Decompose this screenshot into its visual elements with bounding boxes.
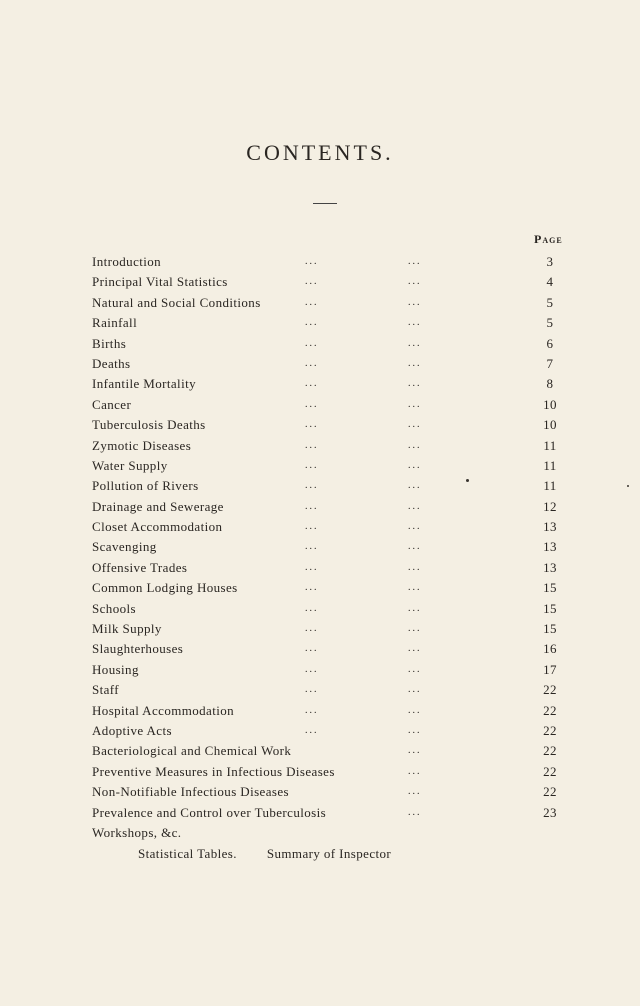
toc-entry-page: 22	[543, 722, 557, 738]
leader-dots: ...	[305, 378, 319, 390]
leader-dots: ...	[305, 521, 319, 533]
leader-dots: ...	[305, 459, 319, 471]
leader-dots: ...	[305, 561, 319, 573]
leader-dots: ...	[408, 296, 422, 308]
toc-entry-label: Schools	[92, 600, 136, 616]
toc-row	[92, 741, 592, 761]
leader-dots: ...	[408, 582, 422, 594]
toc-row	[92, 293, 592, 313]
toc-entry-label: Bacteriological and Chemical Work	[92, 743, 292, 759]
leader-dots: ...	[408, 398, 422, 410]
print-speck	[466, 479, 469, 482]
toc-entry-page: 23	[543, 804, 557, 820]
leader-dots: ...	[408, 724, 422, 736]
leader-dots: ...	[408, 806, 422, 818]
toc-row	[92, 395, 592, 415]
toc-entry-label: Common Lodging Houses	[92, 580, 238, 596]
leader-dots: ...	[305, 398, 319, 410]
toc-row	[92, 558, 592, 578]
toc-entry-page: 13	[543, 539, 557, 555]
footer-item-summary: Summary of Inspector	[266, 846, 392, 861]
leader-dots: ...	[408, 745, 422, 757]
toc-entry-label: Offensive Trades	[92, 559, 188, 575]
toc-entry-page: 7	[546, 355, 554, 371]
toc-row	[92, 680, 592, 700]
table-of-contents	[92, 252, 592, 843]
toc-entry-label: Preventive Measures in Infectious Diseases	[92, 763, 335, 779]
toc-entry-label: Births	[92, 335, 127, 351]
leader-dots: ...	[408, 439, 422, 451]
toc-entry-page: 11	[543, 437, 557, 453]
toc-entry-label: Zymotic Diseases	[92, 437, 192, 453]
toc-row	[92, 803, 592, 823]
toc-row	[92, 721, 592, 741]
leader-dots: ...	[408, 357, 422, 369]
toc-entry-label: Staff	[92, 682, 120, 698]
leader-dots: ...	[408, 480, 422, 492]
leader-dots: ...	[305, 317, 319, 329]
toc-row	[92, 272, 592, 292]
toc-entry-label: Rainfall	[92, 315, 138, 331]
toc-entry-label: Closet Accommodation	[92, 519, 223, 535]
toc-entry-label: Hospital Accommodation	[92, 702, 235, 718]
leader-dots: ...	[305, 663, 319, 675]
toc-entry-label: Drainage and Sewerage	[92, 498, 224, 514]
toc-row	[92, 334, 592, 354]
toc-row	[92, 578, 592, 598]
leader-dots: ...	[408, 500, 422, 512]
toc-entry-label: Adoptive Acts	[92, 722, 172, 738]
leader-dots: ...	[408, 602, 422, 614]
toc-entry-page: 12	[543, 498, 557, 514]
leader-dots: ...	[408, 419, 422, 431]
toc-row	[92, 456, 592, 476]
toc-row	[92, 823, 592, 843]
toc-row	[92, 313, 592, 333]
leader-dots: ...	[408, 317, 422, 329]
leader-dots: ...	[305, 704, 319, 716]
toc-entry-label: Water Supply	[92, 457, 168, 473]
toc-row	[92, 374, 592, 394]
toc-entry-page: 22	[543, 702, 557, 718]
toc-row	[92, 436, 592, 456]
toc-entry-label: Scavenging	[92, 539, 157, 555]
toc-entry-label: Natural and Social Conditions	[92, 294, 261, 310]
toc-entry-page: 13	[543, 519, 557, 535]
leader-dots: ...	[408, 623, 422, 635]
toc-row	[92, 782, 592, 802]
leader-dots: ...	[305, 296, 319, 308]
leader-dots: ...	[408, 561, 422, 573]
toc-entry-page: 22	[543, 682, 557, 698]
leader-dots: ...	[305, 684, 319, 696]
leader-dots: ...	[305, 256, 319, 267]
toc-entry-label: Cancer	[92, 396, 132, 412]
toc-entry-page: 11	[543, 457, 557, 473]
toc-entry-label: Prevalence and Control over Tuberculosis	[92, 804, 327, 820]
page-column-header: Page	[534, 232, 563, 246]
leader-dots: ...	[408, 256, 422, 267]
toc-row	[92, 497, 592, 517]
leader-dots: ...	[305, 419, 319, 431]
toc-entry-page: 11	[543, 478, 557, 494]
toc-entry-page: 22	[543, 784, 557, 800]
toc-entry-label: Introduction	[92, 254, 162, 269]
toc-entry-label: Workshops, &c.	[92, 824, 182, 840]
leader-dots: ...	[305, 500, 319, 512]
toc-entry-page: 3	[546, 254, 554, 269]
leader-dots: ...	[305, 439, 319, 451]
leader-dots: ...	[408, 704, 422, 716]
toc-entry-page: 15	[543, 580, 557, 596]
leader-dots: ...	[305, 643, 319, 655]
toc-row	[92, 517, 592, 537]
toc-entry-page: 5	[546, 315, 554, 331]
toc-row	[92, 660, 592, 680]
toc-entry-label: Deaths	[92, 355, 131, 371]
toc-row	[92, 415, 592, 435]
leader-dots: ...	[305, 480, 319, 492]
toc-entry-label: Infantile Mortality	[92, 376, 196, 392]
leader-dots: ...	[305, 357, 319, 369]
toc-row	[92, 619, 592, 639]
toc-entry-page: 10	[543, 396, 557, 412]
toc-entry-page: 15	[543, 600, 557, 616]
toc-entry-label: Milk Supply	[92, 621, 162, 637]
toc-entry-page: 22	[543, 743, 557, 759]
leader-dots: ...	[408, 663, 422, 675]
toc-entry-page: 17	[543, 661, 557, 677]
leader-dots: ...	[408, 684, 422, 696]
toc-entry-label: Tuberculosis Deaths	[92, 417, 206, 433]
toc-row	[92, 476, 592, 496]
toc-entry-page: 5	[546, 294, 554, 310]
leader-dots: ...	[305, 582, 319, 594]
leader-dots: ...	[408, 786, 422, 798]
leader-dots: ...	[305, 724, 319, 736]
toc-entry-page: 6	[546, 335, 554, 351]
toc-entry-page: 15	[543, 621, 557, 637]
toc-continuation-line	[138, 846, 421, 862]
leader-dots: ...	[305, 602, 319, 614]
toc-row	[92, 537, 592, 557]
page-title: CONTENTS.	[246, 140, 394, 165]
toc-entry-page: 4	[546, 274, 554, 290]
toc-entry-page: 10	[543, 417, 557, 433]
leader-dots: ...	[408, 459, 422, 471]
toc-entry-page: 16	[543, 641, 557, 657]
leader-dots: ...	[305, 623, 319, 635]
footer-item-statistical-tables: Statistical Tables.	[138, 846, 237, 861]
leader-dots: ...	[408, 541, 422, 553]
toc-entry-label: Housing	[92, 661, 139, 677]
title-rule	[313, 203, 337, 204]
leader-dots: ...	[305, 276, 319, 288]
toc-entry-page: 13	[543, 559, 557, 575]
leader-dots: ...	[305, 337, 319, 349]
toc-entry-label: Non-Notifiable Infectious Diseases	[92, 784, 289, 800]
leader-dots: ...	[408, 337, 422, 349]
toc-entry-page: 22	[543, 763, 557, 779]
toc-row	[92, 354, 592, 374]
toc-entry-page: 8	[546, 376, 554, 392]
leader-dots: ...	[408, 378, 422, 390]
leader-dots: ...	[408, 521, 422, 533]
toc-entry-label: Principal Vital Statistics	[92, 274, 228, 290]
toc-row	[92, 599, 592, 619]
leader-dots: ...	[305, 541, 319, 553]
toc-row	[92, 639, 592, 659]
leader-dots: ...	[408, 765, 422, 777]
toc-entry-label: Pollution of Rivers	[92, 478, 199, 494]
leader-dots: ...	[408, 643, 422, 655]
toc-row	[92, 252, 592, 272]
toc-entry-label: Slaughterhouses	[92, 641, 184, 657]
print-speck	[627, 485, 629, 487]
toc-row	[92, 762, 592, 782]
toc-row	[92, 701, 592, 721]
leader-dots: ...	[408, 276, 422, 288]
